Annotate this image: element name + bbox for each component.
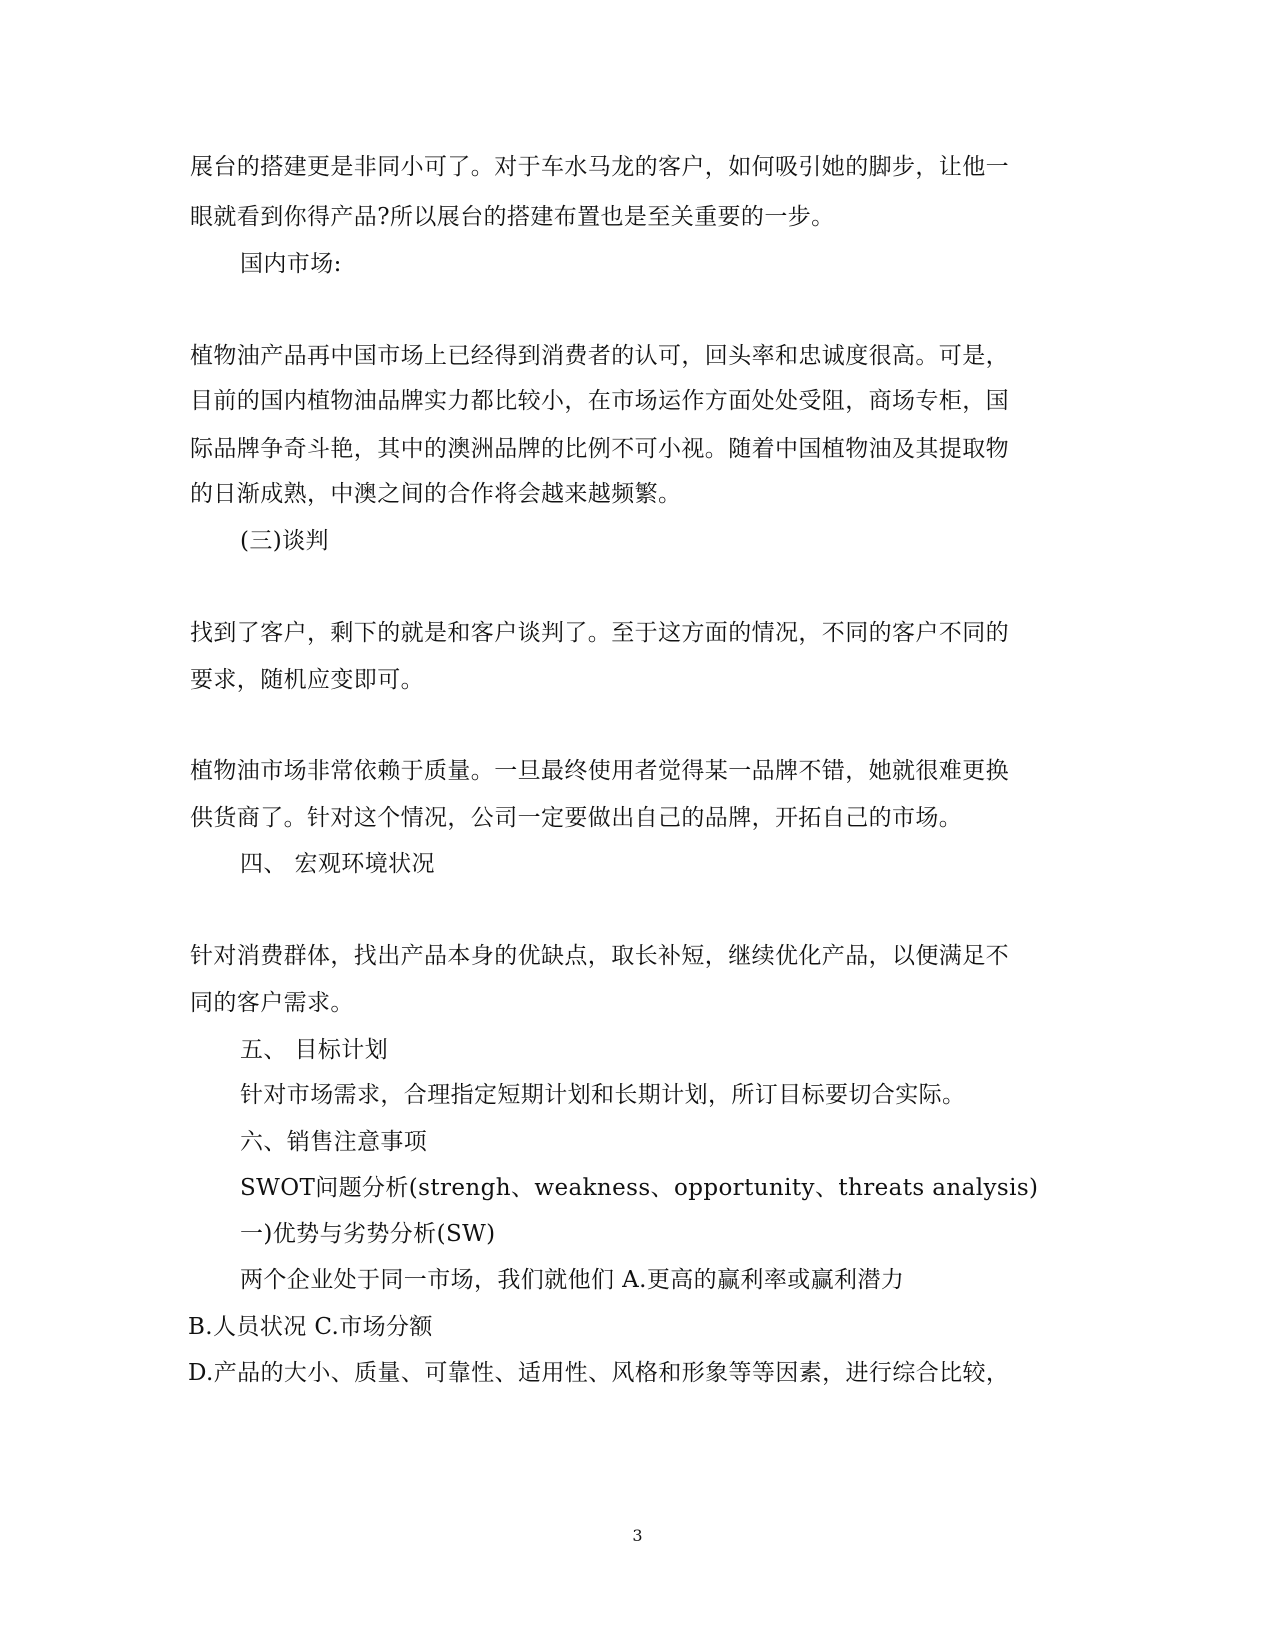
heading-sw-analysis: 一)优势与劣势分析(SW) — [240, 1221, 496, 1247]
heading-domestic-market: 国内市场: — [240, 251, 342, 277]
body-line: 同的客户需求。 — [190, 990, 354, 1016]
body-line: D.产品的大小、质量、可靠性、适用性、风格和形象等等因素，进行综合比较， — [188, 1360, 1010, 1386]
swot-line: SWOT问题分析(strengh、weakness、opportunity、threats analysis) — [240, 1175, 1039, 1201]
heading-sales-notes: 六、销售注意事项 — [240, 1129, 428, 1155]
body-line: 找到了客户，剩下的就是和客户谈判了。至于这方面的情况，不同的客户不同的 — [190, 620, 1009, 646]
body-line: 针对市场需求，合理指定短期计划和长期计划，所订目标要切合实际。 — [240, 1082, 966, 1108]
heading-target-plan: 五、 目标计划 — [240, 1037, 389, 1063]
page-number: 3 — [632, 1526, 643, 1545]
body-line: 两个企业处于同一市场，我们就他们 A.更高的赢利率或赢利潜力 — [240, 1267, 905, 1293]
heading-negotiation: (三)谈判 — [240, 528, 329, 554]
body-line: 针对消费群体，找出产品本身的优缺点，取长补短，继续优化产品，以便满足不 — [190, 943, 1009, 969]
body-line: 供货商了。针对这个情况，公司一定要做出自己的品牌，开拓自己的市场。 — [190, 805, 963, 831]
body-line: 要求，随机应变即可。 — [190, 667, 424, 693]
body-line: 展台的搭建更是非同小可了。对于车水马龙的客户，如何吸引她的脚步，让他一 — [190, 154, 1009, 180]
body-line: 的日渐成熟，中澳之间的合作将会越来越频繁。 — [190, 481, 682, 507]
heading-macro-environment: 四、 宏观环境状况 — [240, 851, 435, 877]
body-line: B.人员状况 C.市场分额 — [188, 1314, 433, 1340]
body-line: 目前的国内植物油品牌实力都比较小，在市场运作方面处处受阻，商场专柜，国 — [190, 388, 1009, 414]
body-line: 际品牌争奇斗艳，其中的澳洲品牌的比例不可小视。随着中国植物油及其提取物 — [190, 436, 1009, 462]
body-line: 植物油产品再中国市场上已经得到消费者的认可，回头率和忠诚度很高。可是， — [190, 343, 1009, 369]
body-line: 眼就看到你得产品?所以展台的搭建布置也是至关重要的一步。 — [190, 204, 835, 230]
body-line: 植物油市场非常依赖于质量。一旦最终使用者觉得某一品牌不错，她就很难更换 — [190, 758, 1009, 784]
